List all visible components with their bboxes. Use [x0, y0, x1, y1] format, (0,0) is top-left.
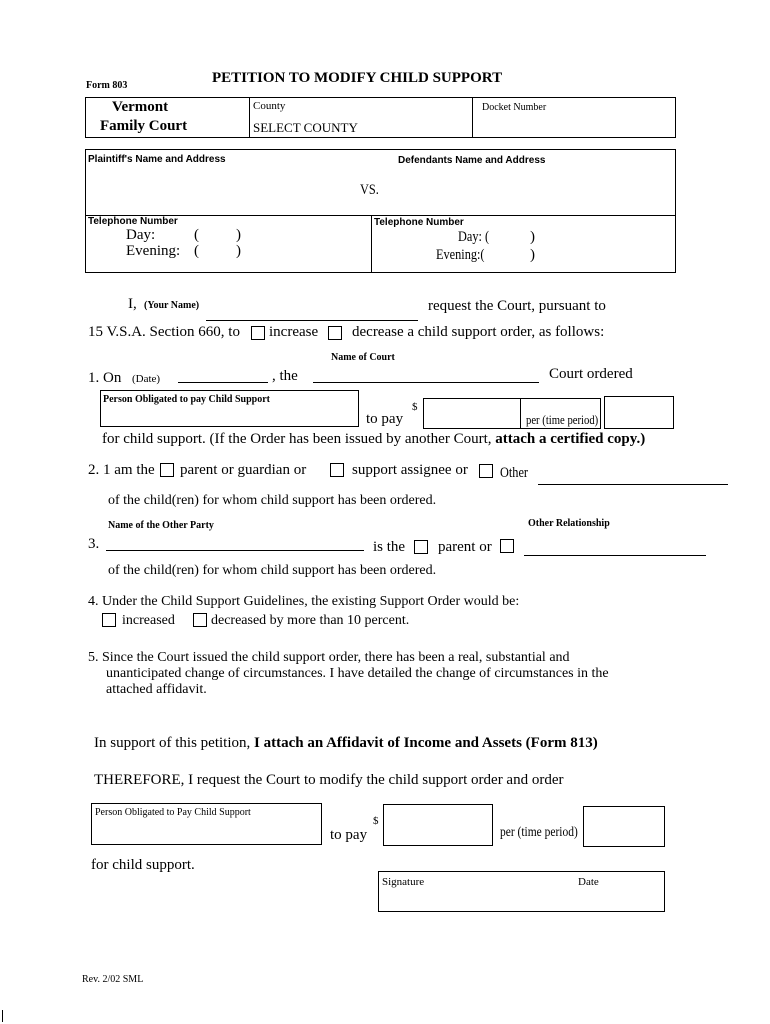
item1-court-field[interactable] — [313, 382, 539, 383]
item1-date-label: (Date) — [132, 373, 161, 385]
decreased-label: decreased by more than 10 percent. — [211, 613, 410, 628]
support-assignee-label: support assignee or — [352, 462, 468, 478]
item3-is-the: is the — [373, 539, 406, 555]
therefore-text: THEREFORE, I request the Court to modify the child support order and order — [94, 772, 564, 788]
item1-to-pay: to pay — [366, 411, 404, 427]
item1-per-time-label: per (time period) — [526, 412, 599, 427]
decreased-checkbox[interactable] — [193, 613, 207, 627]
increased-checkbox[interactable] — [102, 613, 116, 627]
item1-on-label: 1. On — [88, 370, 122, 386]
therefore-to-pay: to pay — [330, 827, 368, 843]
plaintiff-day-label: Day: — [126, 227, 156, 243]
defendant-evening-close: ) — [530, 247, 535, 263]
plaintiff-evening-close: ) — [236, 243, 241, 259]
other-label: Other — [500, 465, 529, 481]
your-name-field[interactable] — [206, 320, 418, 321]
plaintiff-telephone-label: Telephone Number — [88, 216, 178, 227]
other-checkbox[interactable] — [479, 464, 493, 478]
plaintiff-evening-label: Evening: — [126, 243, 181, 259]
defendant-evening-label: Evening:( — [436, 247, 485, 263]
other-party-label: Name of the Other Party — [108, 520, 214, 531]
i-label: I, — [128, 296, 137, 312]
item5-line2: unanticipated change of circumstances. I have detailed the change of circumstances in the — [106, 666, 609, 681]
item3-children-text: of the child(ren) for whom child support has been ordered. — [108, 563, 437, 578]
page-title: PETITION TO MODIFY CHILD SUPPORT — [212, 70, 503, 86]
item3-number: 3. — [88, 536, 100, 552]
item3-other-checkbox[interactable] — [500, 539, 514, 553]
court-divider-2 — [472, 97, 473, 138]
item3-parent-checkbox[interactable] — [414, 540, 428, 554]
court-name: Family Court — [100, 118, 188, 134]
other-field[interactable] — [538, 484, 728, 485]
item4-text: 4. Under the Child Support Guidelines, the existing Support Order would be: — [88, 594, 520, 609]
other-party-field[interactable] — [106, 550, 364, 551]
item5-line1: 5. Since the Court issued the child support order, there has been a real, substantial and — [88, 650, 570, 665]
page-edge-mark — [2, 1010, 3, 1022]
item1-person-obligated-label: Person Obligated to pay Child Support — [103, 394, 270, 405]
increase-checkbox[interactable] — [251, 326, 265, 340]
therefore-dollar-sign: $ — [373, 815, 379, 827]
docket-number-label: Docket Number — [482, 102, 547, 113]
therefore-time-period-field[interactable] — [583, 806, 665, 847]
parent-guardian-checkbox[interactable] — [160, 463, 174, 477]
decrease-text: decrease a child support order, as follows: — [352, 324, 605, 340]
plaintiff-day-open: ( — [194, 227, 199, 243]
other-relationship-label: Other Relationship — [528, 518, 610, 529]
attach-certified-copy-text: attach a certified copy.) — [495, 431, 646, 447]
support-assignee-checkbox[interactable] — [330, 463, 344, 477]
county-select[interactable]: SELECT COUNTY — [253, 120, 358, 135]
defendant-telephone-label: Telephone Number — [374, 217, 464, 228]
plaintiff-label: Plaintiff's Name and Address — [88, 154, 226, 165]
item1-dollar-sign: $ — [412, 401, 418, 413]
item1-support-text: for child support. (If the Order has been issued by another Court, attach a certified copy.) — [102, 431, 646, 447]
item3-parent-or: parent or — [438, 539, 492, 555]
therefore-per-time-label: per (time period) — [500, 825, 578, 840]
name-of-court-label: Name of Court — [331, 352, 395, 363]
county-label: County — [253, 100, 286, 112]
item1-the-label: , the — [272, 368, 298, 384]
phone-divider — [371, 215, 372, 273]
decrease-checkbox[interactable] — [328, 326, 342, 340]
parent-guardian-label: parent or guardian or — [180, 462, 307, 478]
date-label: Date — [578, 876, 599, 888]
court-ordered-text: Court ordered — [549, 366, 633, 382]
other-relationship-field[interactable] — [524, 555, 706, 556]
defendant-field[interactable] — [392, 168, 670, 212]
statute-text: 15 V.S.A. Section 660, to — [88, 324, 240, 340]
plaintiff-field[interactable] — [88, 168, 358, 212]
item1-time-period-field[interactable] — [604, 396, 674, 429]
court-divider-1 — [249, 97, 250, 138]
versus-text: VS. — [360, 182, 379, 198]
plaintiff-evening-open: ( — [194, 243, 199, 259]
item2-children-text: of the child(ren) for whom child support has been ordered. — [108, 493, 437, 508]
affidavit-text: I attach an Affidavit of Income and Assets (Form 813) — [254, 735, 598, 751]
court-state: Vermont — [112, 99, 169, 115]
defendant-label: Defendants Name and Address — [398, 155, 546, 166]
item2-prefix: 2. 1 am the — [88, 462, 155, 478]
item1-date-field[interactable] — [178, 382, 268, 383]
item1-amount-field[interactable] — [423, 398, 522, 429]
revision-text: Rev. 2/02 SML — [82, 974, 144, 985]
form-number: Form 803 — [86, 80, 128, 91]
for-child-support-text: for child support. — [91, 857, 195, 873]
therefore-person-label: Person Obligated to Pay Child Support — [95, 807, 251, 818]
docket-number-field[interactable] — [478, 114, 668, 134]
defendant-day-close: ) — [530, 229, 535, 245]
therefore-amount-field[interactable] — [383, 804, 493, 846]
your-name-label: (Your Name) — [144, 300, 200, 311]
request-text: request the Court, pursuant to — [428, 298, 606, 314]
support-text: In support of this petition, I attach an Affidavit of Income and Assets (Form 813) — [94, 735, 598, 751]
increase-label: increase — [269, 324, 319, 340]
increased-label: increased — [122, 613, 175, 628]
defendant-day-label: Day: ( — [458, 229, 490, 245]
item5-line3: attached affidavit. — [106, 682, 207, 697]
signature-label: Signature — [382, 876, 425, 888]
plaintiff-day-close: ) — [236, 227, 241, 243]
